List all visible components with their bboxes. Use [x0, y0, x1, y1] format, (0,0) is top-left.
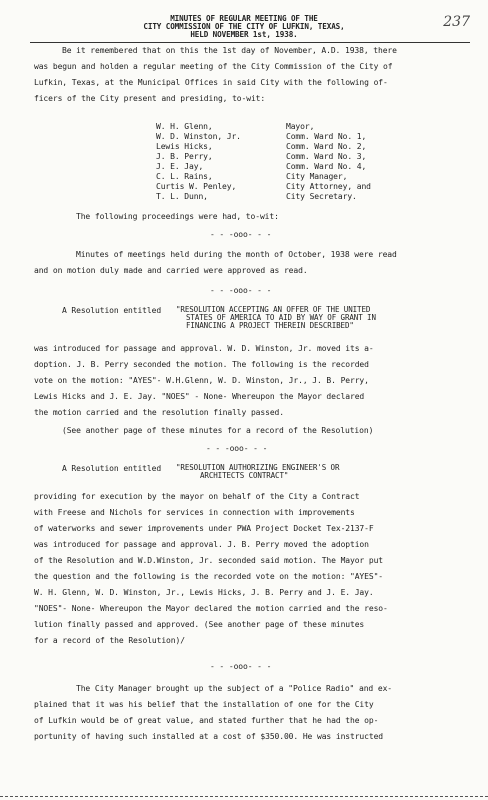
separator: - - -ooo- - - [206, 444, 268, 453]
resolution-2-line: lution finally passed and approved. (See another page of these minutes [34, 620, 365, 629]
resolution-1-line: doption. J. B. Perry seconded the motion. The following is the recorded [34, 360, 369, 369]
officer-title: Comm. Ward No. 3, [286, 152, 367, 161]
minutes-line: Minutes of meetings held during the month of October, 1938 were read [76, 250, 397, 259]
officer-name: W. D. Winston, Jr. [156, 132, 241, 141]
header-line-1: MINUTES OF REGULAR MEETING OF THE [170, 14, 318, 23]
resolution-1-line: was introduced for passage and approval. W. D. Winston, Jr. moved its a- [34, 344, 374, 353]
officer-title: City Manager, [286, 172, 348, 181]
bottom-edge-rule [0, 796, 488, 797]
officer-title: City Secretary. [286, 192, 357, 201]
officer-name: C. L. Rains, [156, 172, 213, 181]
officer-name: T. L. Dunn, [156, 192, 208, 201]
intro-line: was begun and holden a regular meeting of the City Commission of the City of [34, 62, 393, 71]
officer-name: W. H. Glenn, [156, 122, 213, 131]
officer-title: City Attorney, and [286, 182, 371, 191]
resolution-1-line: vote on the motion: "AYES"- W.H.Glenn, W. D. Winston, Jr., J. B. Perry, [34, 376, 369, 385]
resolution-2-line: with Freese and Nichols for services in connection with improvements [34, 508, 355, 517]
header-line-2: CITY COMMISSION OF THE CITY OF LUFKIN, TEXAS, [143, 22, 345, 31]
minutes-line: and on motion duly made and carried were approved as read. [34, 266, 308, 275]
header-rule [30, 42, 470, 43]
resolution-2-line: W. H. Glenn, W. D. Winston, Jr., Lewis Hicks, J. B. Perry and J. E. Jay. [34, 588, 374, 597]
officer-name: J. B. Perry, [156, 152, 213, 161]
resolution-2-line: the question and the following is the recorded vote on the motion: "AYES"- [34, 572, 384, 581]
separator: - - -ooo- - - [210, 286, 272, 295]
intro-line: Be it remembered that on this the 1st day of November, A.D. 1938, there [62, 46, 397, 55]
resolution-1-line: the motion carried and the resolution finally passed. [34, 408, 284, 417]
resolution-2-line: providing for execution by the mayor on behalf of the City a Contract [34, 492, 360, 501]
resolution-1-title: STATES OF AMERICA TO AID BY WAY OF GRANT IN [186, 313, 376, 322]
resolution-1-note: (See another page of these minutes for a record of the Resolution) [62, 426, 374, 435]
resolution-2-line: of waterworks and sewer improvements under PWA Project Docket Tex-2137-F [34, 524, 374, 533]
intro-line: Lufkin, Texas, at the Municipal Offices in said City with the following of- [34, 78, 388, 87]
resolution-2-line: was introduced for passage and approval. J. B. Perry moved the adoption [34, 540, 369, 549]
proceedings-line: The following proceedings were had, to-wit: [76, 212, 279, 221]
officer-title: Comm. Ward No. 2, [286, 142, 367, 151]
police-radio-line: of Lufkin would be of great value, and stated further that he had the op- [34, 716, 379, 725]
resolution-2-title: "RESOLUTION AUTHORIZING ENGINEER'S OR [176, 463, 340, 472]
resolution-1-title: FINANCING A PROJECT THEREIN DESCRIBED" [186, 321, 354, 330]
officer-title: Comm. Ward No. 1, [286, 132, 367, 141]
police-radio-line: portunity of having such installed at a cost of $350.00. He was instructed [34, 732, 384, 741]
page-number: 237 [443, 14, 470, 30]
officer-title: Mayor, [286, 122, 315, 131]
resolution-2-lead: A Resolution entitled [62, 464, 162, 473]
officer-name: Lewis Hicks, [156, 142, 213, 151]
police-radio-line: plained that it was his belief that the installation of one for the City [34, 700, 374, 709]
resolution-1-title: "RESOLUTION ACCEPTING AN OFFER OF THE UNITED [176, 305, 371, 314]
officer-name: Curtis W. Penley, [156, 182, 237, 191]
separator: - - -ooo- - - [210, 230, 272, 239]
separator: - - -ooo- - - [210, 662, 272, 671]
resolution-2-line: for a record of the Resolution)/ [34, 636, 185, 645]
officer-title: Comm. Ward No. 4, [286, 162, 367, 171]
resolution-1-line: Lewis Hicks and J. E. Jay. "NOES" - None- Whereupon the Mayor declared [34, 392, 365, 401]
resolution-2-line: of the Resolution and W.D.Winston, Jr. seconded said motion. The Mayor put [34, 556, 384, 565]
header-line-3: HELD NOVEMBER 1st, 1938. [190, 30, 298, 39]
intro-line: ficers of the City present and presiding, to-wit: [34, 94, 266, 103]
resolution-1-lead: A Resolution entitled [62, 306, 162, 315]
resolution-2-title: ARCHITECTS CONTRACT" [200, 471, 289, 480]
police-radio-line: The City Manager brought up the subject of a "Police Radio" and ex- [76, 684, 392, 693]
officer-name: J. E. Jay, [156, 162, 204, 171]
resolution-2-line: "NOES"- None- Whereupon the Mayor declared the motion carried and the reso- [34, 604, 388, 613]
